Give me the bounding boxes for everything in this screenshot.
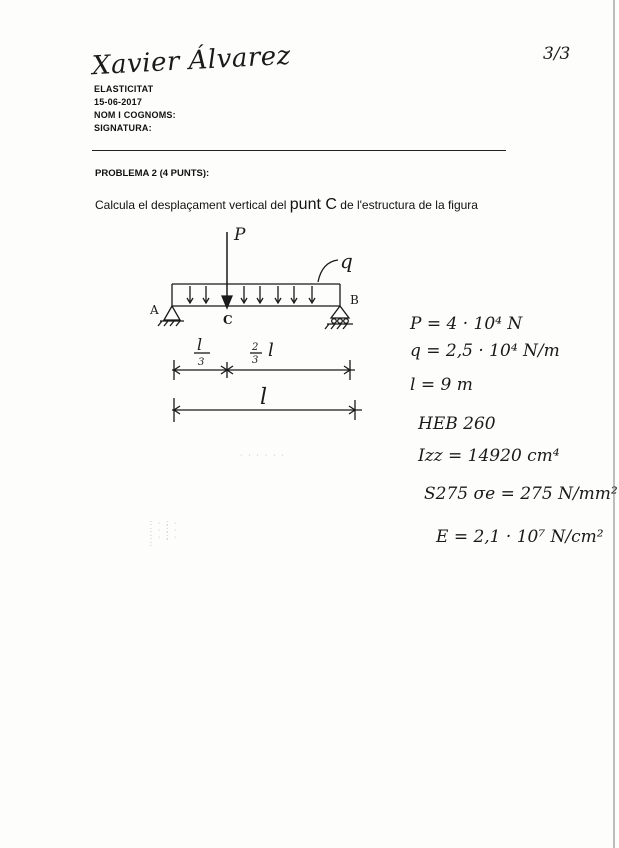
signature-label: SIGNATURA: <box>94 123 152 133</box>
q-leader-line <box>318 260 338 282</box>
exam-date: 15-06-2017 <box>94 97 143 107</box>
data-modulus: E = 2,1 · 10⁷ N/cm² <box>436 527 604 547</box>
distributed-load-arrows <box>187 286 315 303</box>
dim-total: l <box>260 385 268 410</box>
dim-left-denominator: 3 <box>198 357 205 368</box>
beam-diagram <box>140 222 380 437</box>
label-p: P <box>234 225 246 245</box>
handwritten-name: Xavier Álvarez <box>91 40 292 82</box>
scan-smudge: · · · · · · <box>240 452 286 459</box>
name-label: NOM I COGNOMS: <box>94 110 176 120</box>
dim-mid-numerator: 2 <box>252 342 259 353</box>
data-inertia: Izz = 14920 cm⁴ <box>418 446 560 466</box>
pin-support-a <box>164 306 180 320</box>
page-number: 3/3 <box>543 44 571 64</box>
data-section: HEB 260 <box>418 414 496 434</box>
dim-mid-variable: l <box>268 340 274 361</box>
scan-noise: : · ; · : · ; · : · ; · : <box>150 520 179 548</box>
label-b: B <box>350 293 359 307</box>
data-steel: S275 σe = 275 N/mm² <box>424 484 618 504</box>
data-load-q: q = 2,5 · 10⁴ N/m <box>410 341 560 361</box>
data-length: l = 9 m <box>410 375 473 395</box>
problem-title: PROBLEMA 2 (4 PUNTS): <box>95 168 210 179</box>
label-c: C <box>223 313 233 327</box>
statement-point: punt C <box>289 196 337 213</box>
dim-mid-denominator: 3 <box>252 355 259 366</box>
statement-text-1: Calcula el desplaçament vertical del <box>95 198 287 212</box>
header-divider <box>92 150 506 151</box>
page-edge <box>613 0 615 848</box>
problem-statement <box>95 194 505 216</box>
data-load-p: P = 4 · 10⁴ N <box>410 314 523 334</box>
roller-support-b <box>331 306 349 318</box>
label-a: A <box>150 303 159 317</box>
dim-left-numerator: l <box>197 335 203 354</box>
statement-text-2: de l'estructura de la figura <box>340 198 478 212</box>
subject-label: ELASTICITAT <box>94 84 154 94</box>
label-q: q <box>340 249 353 273</box>
